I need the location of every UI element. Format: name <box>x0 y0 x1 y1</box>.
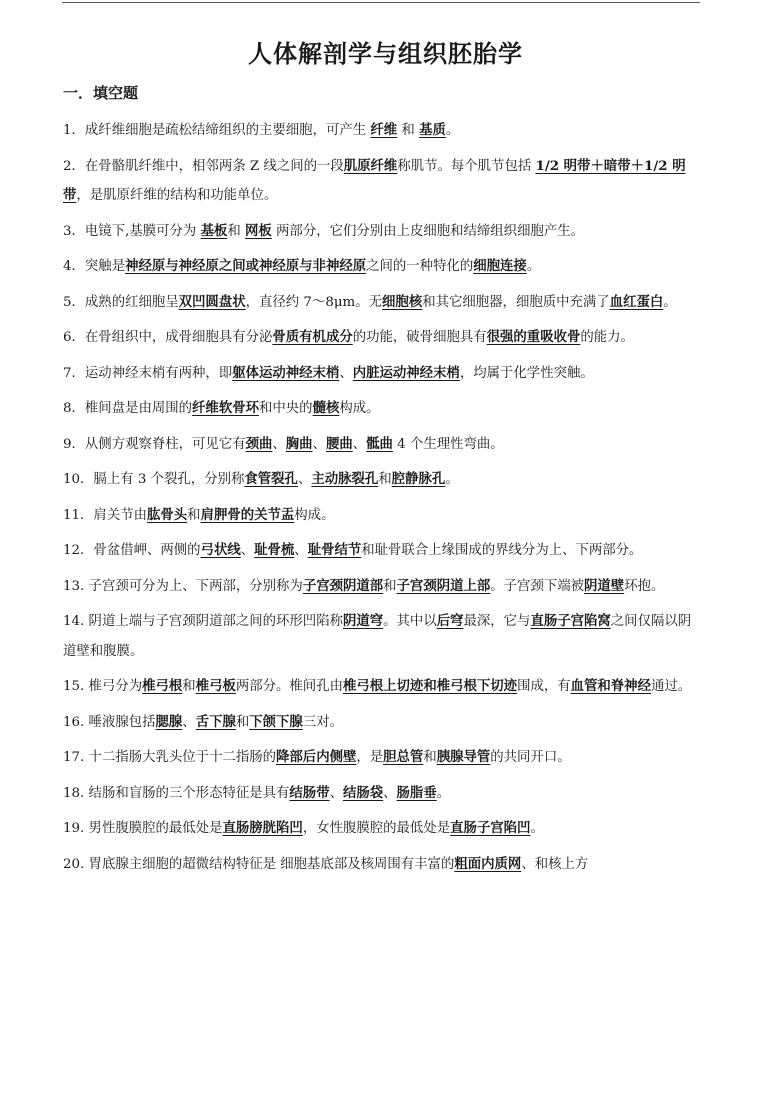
section-heading: 一．填空题 <box>63 84 139 102</box>
question-text: 。子宫颈下端被 <box>490 578 585 594</box>
answer-text: 髓核 <box>312 400 340 416</box>
answer-text: 胆总管 <box>383 749 424 765</box>
question-item <box>63 536 703 566</box>
question-text: 14. 阴道上端与子宫颈阴道部之间的环形凹陷称 <box>63 614 343 629</box>
question-text: 、 <box>272 436 286 452</box>
question-text: 16. 唾液腺包括 <box>63 714 156 730</box>
question-item <box>63 708 703 738</box>
answer-text: 阴道穹 <box>342 613 384 629</box>
question-text: 构成。 <box>294 507 335 523</box>
question-text: ，女性腹膜腔的最低处是 <box>302 821 451 836</box>
answer-text: 神经原与神经原之间或神经原与非神经原 <box>125 258 367 274</box>
question-text: 和耻骨联合上缘围成的界线分为上、下两部分。 <box>361 543 643 558</box>
question-text: 13. 子宫颈可分为上、下两部，分别称为 <box>63 578 303 594</box>
question-text: 、 <box>383 785 397 801</box>
answer-text: 直肠子宫陷凹 <box>450 820 531 836</box>
question-text: 的能力。 <box>580 330 634 345</box>
question-text: 和 <box>227 223 245 239</box>
question-item <box>63 850 703 880</box>
question-item <box>63 116 703 146</box>
answer-text: 胸曲 <box>285 435 313 452</box>
question-text: 8．椎间盘是由周围的 <box>63 401 193 416</box>
answer-text: 血管和脊神经 <box>570 678 651 694</box>
answer-text: 阴道壁 <box>584 577 625 594</box>
question-text: 。 <box>436 785 451 801</box>
question-item <box>63 779 703 809</box>
question-item <box>63 501 703 531</box>
question-text: 5．成熟的红细胞呈 <box>63 294 179 310</box>
question-text: 。其中以 <box>383 614 437 629</box>
answer-text: 细胞连接 <box>473 258 527 274</box>
question-text: 17. 十二指肠大乳头位于十二指肠的 <box>63 750 277 765</box>
question-text: 11．肩关节由 <box>63 507 147 523</box>
answer-text: 结肠带 <box>289 784 330 801</box>
answer-text: 椎弓根 <box>142 678 183 694</box>
answer-text: 基板 <box>200 222 228 239</box>
question-text: 12．骨盆借岬、两侧的 <box>63 543 201 558</box>
question-text: 通过。 <box>650 679 692 694</box>
question-item <box>63 607 703 666</box>
question-text: 最深，它与 <box>463 614 531 629</box>
question-text: 和 <box>235 714 250 730</box>
question-text: 、 <box>297 472 312 487</box>
answer-text: 肠脂垂 <box>396 784 437 801</box>
answer-text: 颈曲 <box>245 435 273 452</box>
question-text: 称肌节。每个肌节包括 <box>397 158 536 174</box>
question-text: 两部分。椎间孔由 <box>235 679 343 694</box>
answer-text: 很强的重吸收骨 <box>486 329 581 345</box>
question-text: 的共同开口。 <box>490 750 571 765</box>
answer-text: 躯体运动神经末梢 <box>232 364 340 381</box>
question-text: 。 <box>530 821 544 836</box>
question-item <box>63 359 703 389</box>
question-text: 和 <box>397 123 420 138</box>
question-item <box>63 814 703 844</box>
answer-text: 肌原纤维 <box>343 157 398 174</box>
question-item <box>63 743 703 773</box>
question-text: 环抱。 <box>624 578 665 594</box>
question-item <box>63 394 703 424</box>
question-item <box>63 430 703 460</box>
question-text: 和 <box>423 750 437 765</box>
answer-text: 细胞核 <box>382 293 423 310</box>
question-item <box>63 672 703 702</box>
question-text: 10．膈上有 3 个裂孔，分别称 <box>63 472 245 487</box>
answer-text: 双凹圆盘状 <box>178 293 246 310</box>
question-list <box>63 116 703 885</box>
answer-text: 耻骨结节 <box>307 542 362 558</box>
question-text: 、 <box>352 436 367 452</box>
question-text: ，直径约 7～8μm。无 <box>245 294 383 310</box>
answer-text: 主动脉裂孔 <box>311 471 379 487</box>
question-item <box>63 217 703 247</box>
answer-text: 直肠子宫陷窝 <box>530 613 611 629</box>
page-title: 人体解剖学与组织胚胎学 <box>248 39 523 68</box>
question-text: 、 <box>312 436 326 452</box>
answer-text: 食管裂孔 <box>244 471 298 487</box>
answer-text: 纤维 <box>370 122 398 138</box>
question-text: ，是 <box>356 750 384 765</box>
answer-text: 子宫颈阴道上部 <box>396 577 491 594</box>
question-text: 两部分，它们分别由上皮细胞和结缔组织细胞产生。 <box>271 223 585 239</box>
answer-text: 舌下腺 <box>195 713 236 730</box>
question-text: 之间的一种特化的 <box>366 259 474 274</box>
question-text: 。 <box>663 294 677 310</box>
answer-text: 网板 <box>245 222 272 239</box>
question-text: 9．从侧方观察脊柱，可见它有 <box>63 436 246 452</box>
answer-text: 基质 <box>419 122 446 138</box>
answer-text: 椎弓根上切迹和椎弓根下切迹 <box>342 678 518 694</box>
question-text: 。 <box>526 259 541 274</box>
answer-text: 耻骨梳 <box>254 542 295 558</box>
answer-text: 后穹 <box>436 613 464 629</box>
question-text: 、 <box>182 714 196 730</box>
answer-text: 子宫颈阴道部 <box>302 577 384 594</box>
question-text: 2．在骨骼肌纤维中，相邻两条 Z 线之间的一段 <box>63 158 344 174</box>
question-text: ，是肌原纤维的结构和功能单位。 <box>76 188 278 203</box>
question-text: 之间仅隔以阴道壁和腹膜。 <box>63 614 692 659</box>
question-text: 4 个生理性弯曲。 <box>392 436 504 452</box>
question-text: 19. 男性腹膜腔的最低处是 <box>63 821 223 836</box>
question-text: 的功能，破骨细胞具有 <box>352 330 487 345</box>
question-text: 和中央的 <box>259 401 313 416</box>
answer-text: 结肠袋 <box>342 784 384 801</box>
question-text: 和 <box>383 578 397 594</box>
question-text: 、 <box>240 543 255 558</box>
answer-text: 降部后内侧壁 <box>276 749 357 765</box>
question-item <box>63 252 703 282</box>
answer-text: 胰腺导管 <box>436 749 491 765</box>
answer-text: 弓状线 <box>200 542 241 558</box>
answer-text: 腰曲 <box>325 435 353 452</box>
question-text: 20. 胃底腺主细胞的超微结构特征是 细胞基底部及核周围有丰富的 <box>63 856 455 872</box>
answer-text: 下颌下腺 <box>249 713 303 730</box>
answer-text: 纤维软骨环 <box>192 400 259 416</box>
question-text: 和 <box>187 507 201 523</box>
question-text: 6．在骨组织中，成骨细胞具有分泌 <box>63 330 273 345</box>
answer-text: 腔静脉孔 <box>391 471 446 487</box>
question-text: 、 <box>294 543 308 558</box>
question-item <box>63 323 703 353</box>
question-item <box>63 572 703 602</box>
answer-text: 椎弓板 <box>195 678 236 694</box>
question-text: 1．成纤维细胞是疏松结缔组织的主要细胞，可产生 <box>63 123 371 138</box>
answer-text: 肩胛骨的关节盂 <box>200 506 295 523</box>
answer-text: 直肠膀胱陷凹 <box>222 820 303 836</box>
question-text: 、 <box>339 365 353 381</box>
question-text: 7．运动神经末梢有两种，即 <box>63 365 233 381</box>
question-text: 18. 结肠和盲肠的三个形态特征是具有 <box>63 785 290 801</box>
answer-text: 粗面内质网 <box>454 855 522 872</box>
question-text: 构成。 <box>339 401 380 416</box>
question-text: 和 <box>378 472 392 487</box>
question-text: 三对。 <box>302 714 343 730</box>
question-text: 、和核上方 <box>521 856 589 872</box>
question-text: 、 <box>329 785 343 801</box>
answer-text: 内脏运动神经末梢 <box>352 364 460 381</box>
question-text: ，均属于化学性突触。 <box>459 365 594 381</box>
question-item <box>63 288 703 318</box>
answer-text: 骶曲 <box>366 435 393 452</box>
answer-text: 血红蛋白 <box>609 293 664 310</box>
question-item <box>63 152 703 211</box>
answer-text: 1/2 明带＋暗带＋1/2 明带 <box>63 157 686 203</box>
question-text: 围成，有 <box>517 679 571 694</box>
question-text: 15. 椎弓分为 <box>63 679 143 694</box>
question-text: 和其它细胞器，细胞质中充满了 <box>422 294 610 310</box>
question-item <box>63 465 703 495</box>
question-text: 。 <box>445 123 460 138</box>
question-text: 4．突触是 <box>63 259 126 274</box>
answer-text: 腮腺 <box>155 713 183 730</box>
answer-text: 骨质有机成分 <box>272 329 353 345</box>
question-text: 和 <box>182 679 196 694</box>
question-text: 。 <box>445 472 459 487</box>
question-text: 3．电镜下,基膜可分为 <box>63 223 201 239</box>
answer-text: 肱骨头 <box>147 506 188 523</box>
top-rule <box>62 2 700 3</box>
